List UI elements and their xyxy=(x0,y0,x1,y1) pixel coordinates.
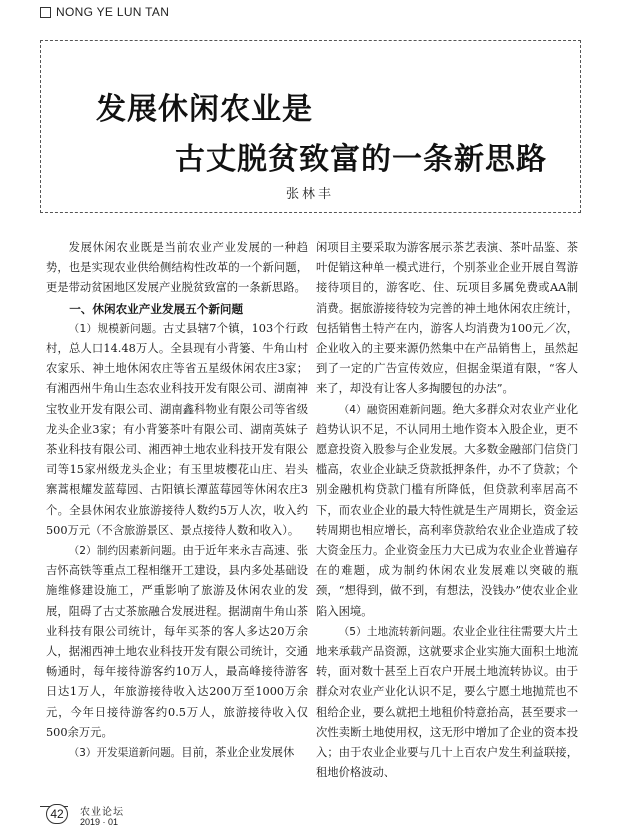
subheading-financing: （4）融资困难新问题。 xyxy=(338,403,453,416)
subheading-scale: （1）规模新问题。 xyxy=(68,322,163,335)
paragraph-constraints-text: 由于近年来永吉高速、张吉怀高铁等重点工程相继开工建设，县内多处基础设施维修建设施工，严重影响了旅游及休闲农业的发展，阻碍了古丈茶旅融合发展进程。据湖南牛角山茶业科技有限公司统计，每年买茶的客人多达20万余人，据湘西神土地农业科技开发有限公司统计，交通畅通时，每年接待游客约10万人，最高峰接待游客日达1万人，年旅游接待收入达200万至1000万余元，今年日接待游客约0.5万人，旅游接待收入仅500余万元。 xyxy=(46,544,308,739)
header-square-icon xyxy=(40,7,51,18)
paragraph-channels-text: 目前，茶业企业发展休 xyxy=(181,746,295,760)
paragraph-land-text: 农业企业往往需要大片土地来承载产品资源，这就要求企业实施大面积土地流转，面对数十甚至上百农户开展土地流转协议。由于群众对农业产业化认识不足，要么宁愿土地抛荒也不租给企业，要么就把土地租价特意抬高，甚至要求一次性卖断土地使用权，这无形中增加了企业的资本投入；由于农业企业要与几十上百农户发生利益联接，租地价格波动、 xyxy=(316,624,578,780)
right-column xyxy=(316,238,578,783)
header-section-label: NONG YE LUN TAN xyxy=(56,5,170,19)
paragraph-channels xyxy=(46,743,308,763)
section-heading: 一、休闲农业产业发展五个新问题 xyxy=(69,301,244,316)
journal-name: 农业论坛 xyxy=(80,807,124,818)
subheading-constraints: （2）制约因素新问题。 xyxy=(68,545,183,558)
paragraph-channels-continued: 闲项目主要采取为游客展示茶艺表演、茶叶品鉴、茶叶促销这种单一模式进行，个别茶业企业开展自驾游接待项目的，游客吃、住、玩项目多属免费或AA制消费。据旅游接待较为完善的神土地休闲农庄统计，包括销售土特产在内，游客人均消费为100元／次，企业收入的主要来源仍然集中在产品销售上，虽然起到了一定的广告宣传效应，但据金渠道有限，“客人来了，却没有让客人多掏腰包的办法”。 xyxy=(316,241,578,396)
article-title-line2: 古丈脱贫致富的一条新思路 xyxy=(175,142,547,177)
paragraph-financing-text: 绝大多群众对农业产业化趋势认识不足，不认同用土地作资本入股企业，更不愿意投资入股参与企业发展。大多数金融部门信贷门槛高，农业企业缺乏贷款抵押条件，办不了贷款；个别金融机构贷款门槛有所降低，但贷款利率居高不下，而农业企业的最大特性就是生产周期长，资金运转周期也相应增长，高利率贷款给农业企业造成了较大资金压力。企业资金压力大已成为农业企业普遍存在的难题，成为制约休闲农业发展难以突破的瓶颈，“想得到，做不到，有想法，没钱办”使农业企业陷入困境。 xyxy=(316,402,578,618)
paragraph-land xyxy=(316,622,578,784)
paragraph-scale xyxy=(46,319,308,541)
intro-paragraph: 发展休闲农业既是当前农业产业发展的一种趋势，也是实现农业供给侧结构性改革的一个新问题，更是带动贫困地区发展产业脱贫致富的一条新思路。 xyxy=(46,241,308,295)
issue-number: 2019 · 01 xyxy=(80,817,119,827)
paragraph-financing xyxy=(316,400,578,622)
paragraph-scale-text: 古丈县辖7个镇，103个行政村，总人口14.48万人。全县现有小背篓、牛角山村农家乐、神土地休闲农庄等省五星级休闲农庄3家；有湘西州牛角山生态农业科技开发有限公司、湖南神宝牧业开发有限公司、湖南鑫科物业有限公司等省级龙头企业3家；有小背篓茶叶有限公司、湖南英妹子茶业科技有限公司、湘西神土地农业科技开发有限公司等15家州级龙头企业；有玉里坡樱花山庄、岩头寨蒿根耀发蓝莓园、古阳镇长潭蓝莓园等休闲农庄3个。全县休闲农业旅游接待人数约5万人次，收入约500万元（不含旅游景区、景点接待人数和收入）。 xyxy=(46,321,308,537)
subheading-land: （5）土地流转新问题。 xyxy=(338,625,453,638)
paragraph-constraints xyxy=(46,541,308,743)
subheading-channels: （3）开发渠道新问题。 xyxy=(68,747,182,760)
article-title-line1: 发展休闲农业是 xyxy=(96,92,313,127)
author-name: 张林丰 xyxy=(285,187,334,202)
left-column xyxy=(46,238,308,763)
page-number: 42 xyxy=(46,804,68,824)
